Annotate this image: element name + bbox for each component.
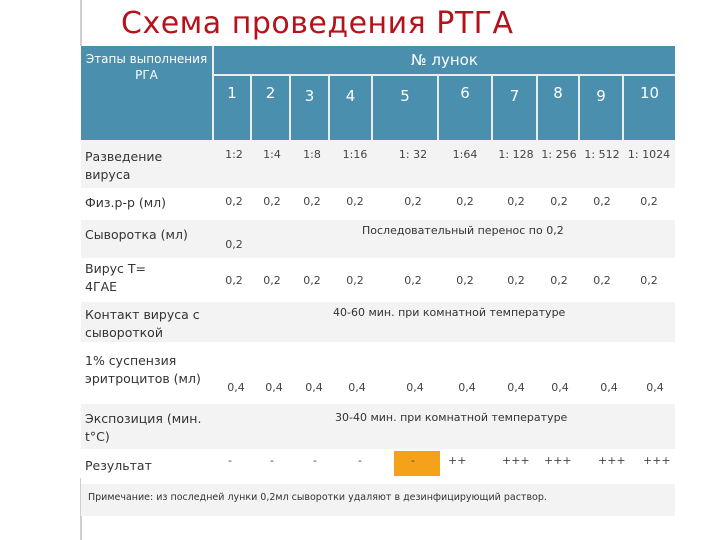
header-col-9: 9 [580, 76, 622, 140]
dilution-3: 1:8 [303, 148, 321, 161]
dilution-2: 1:4 [263, 148, 281, 161]
erythrocytes-6: 0,4 [458, 381, 476, 394]
saline-4: 0,2 [346, 195, 364, 208]
erythrocytes-10: 0,4 [646, 381, 664, 394]
row-label-virus: Вирус Т= 4ГАЕ [85, 261, 146, 294]
row-label-saline: Физ.р-р (мл) [85, 195, 167, 210]
saline-2: 0,2 [263, 195, 281, 208]
virus-6: 0,2 [456, 274, 474, 287]
serum-1: 0,2 [225, 238, 243, 251]
header-col-3: 3 [291, 76, 328, 140]
row-label-dilution: Разведение вируса [85, 149, 163, 182]
result-2: - [270, 454, 274, 467]
dilution-4: 1:16 [342, 148, 368, 161]
virus-2: 0,2 [263, 274, 281, 287]
left-frame-line-top [80, 0, 82, 46]
erythrocytes-4: 0,4 [348, 381, 366, 394]
header-col-7: 7 [493, 76, 536, 140]
saline-1: 0,2 [225, 195, 243, 208]
dilution-1: 1:2 [225, 148, 243, 161]
header-col-5: 5 [373, 76, 437, 140]
dilution-5: 1: 32 [398, 148, 428, 161]
erythrocytes-3: 0,4 [305, 381, 323, 394]
saline-6: 0,2 [456, 195, 474, 208]
result-9: +++ [598, 454, 626, 467]
erythrocytes-1: 0,4 [227, 381, 245, 394]
result-8: +++ [544, 454, 572, 467]
header-wells: № лунок [214, 46, 675, 74]
saline-3: 0,2 [303, 195, 321, 208]
saline-8: 0,2 [550, 195, 568, 208]
virus-4: 0,2 [346, 274, 364, 287]
header-col-8: 8 [538, 76, 578, 140]
rtga-table [81, 46, 675, 516]
virus-1: 0,2 [225, 274, 243, 287]
erythrocytes-9: 0,4 [600, 381, 618, 394]
header-col-10: 10 [624, 76, 675, 140]
serum-transfer-note: Последовательный перенос по 0,2 [362, 224, 564, 237]
header-col-6: 6 [439, 76, 491, 140]
erythrocytes-7: 0,4 [507, 381, 525, 394]
erythrocytes-8: 0,4 [551, 381, 569, 394]
row-label-erythrocytes: 1% суспензия эритроцитов (мл) [85, 353, 201, 386]
virus-8: 0,2 [550, 274, 568, 287]
saline-10: 0,2 [640, 195, 658, 208]
dilution-6: 1:64 [452, 148, 478, 161]
result-1: - [228, 454, 232, 467]
saline-9: 0,2 [593, 195, 611, 208]
header-col-4: 4 [330, 76, 371, 140]
dilution-10: 1: 1024 [627, 148, 671, 161]
dilution-9: 1: 512 [584, 148, 620, 161]
row-label-serum: Сыворотка (мл) [85, 227, 188, 242]
result-highlight-cell [394, 451, 440, 476]
header-col-1: 1 [214, 76, 250, 140]
dilution-8: 1: 256 [541, 148, 577, 161]
erythrocytes-2: 0,4 [265, 381, 283, 394]
virus-5: 0,2 [404, 274, 422, 287]
result-7: +++ [502, 454, 530, 467]
saline-7: 0,2 [507, 195, 525, 208]
dilution-7: 1: 128 [498, 148, 534, 161]
saline-5: 0,2 [404, 195, 422, 208]
result-6: ++ [448, 454, 467, 467]
row-label-result: Результат [85, 458, 152, 473]
erythrocytes-5: 0,4 [406, 381, 424, 394]
header-col-2: 2 [252, 76, 289, 140]
result-3: - [313, 454, 317, 467]
row-label-exposure: Экспозиция (мин. t°C) [85, 411, 202, 444]
virus-3: 0,2 [303, 274, 321, 287]
virus-9: 0,2 [593, 274, 611, 287]
result-10: +++ [643, 454, 671, 467]
exposure-time-note: 30-40 мин. при комнатной температуре [335, 411, 568, 424]
footnote: Примечание: из последней лунки 0,2мл сыворотки удаляют в дезинфицирующий раствор. [88, 492, 547, 503]
contact-time-note: 40-60 мин. при комнатной температуре [333, 306, 566, 319]
virus-7: 0,2 [507, 274, 525, 287]
slide-title: Схема проведения РТГА [121, 6, 514, 41]
result-4: - [358, 454, 362, 467]
header-stages: Этапы выполнения РГА [81, 46, 212, 140]
row-label-contact: Контакт вируса с сывороткой [85, 307, 200, 340]
result-5: - [411, 454, 415, 467]
virus-10: 0,2 [640, 274, 658, 287]
